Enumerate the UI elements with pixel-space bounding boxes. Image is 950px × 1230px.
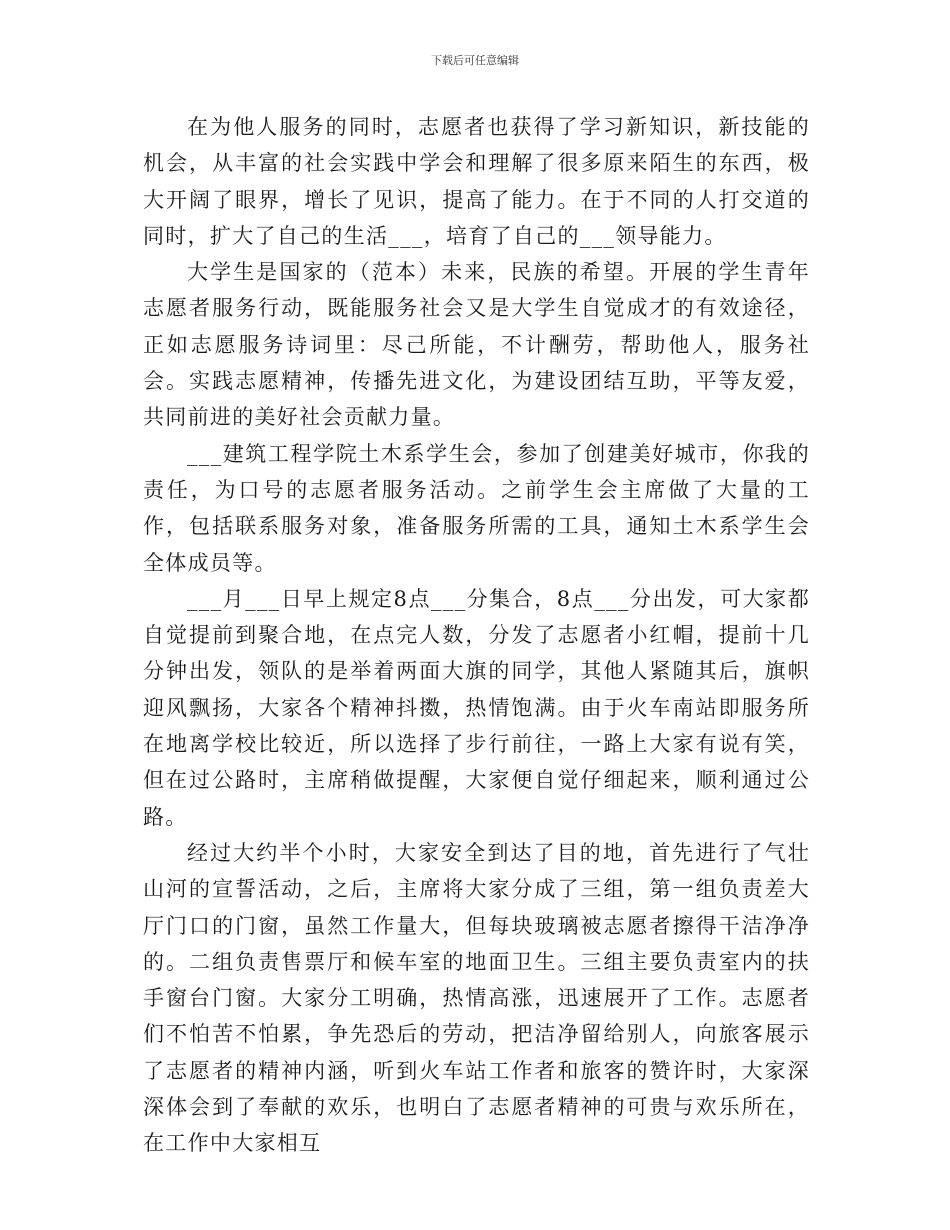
paragraph-3: ___建筑工程学院土木系学生会，参加了创建美好城市，你我的责任，为口号的志愿者服务活动。之前学生会主席做了大量的工作，包括联系服务对象，准备服务所需的工具，通知土木系学生会全体成员等。 — [143, 441, 810, 575]
paragraph-2: 大学生是国家的（范本）未来，民族的希望。开展的学生青年志愿者服务行动，既能服务社会又是大学生自觉成才的有效途径，正如志愿服务诗词里：尽己所能，不计酬劳，帮助他人，服务社会。实践志愿精神，传播先进文化，为建设团结互助，平等友爱，共同前进的美好社会贡献力量。 — [143, 260, 810, 430]
paragraph-1: 在为他人服务的同时，志愿者也获得了学习新知识，新技能的机会，从丰富的社会实践中学会和理解了很多原来陌生的东西，极大开阔了眼界，增长了见识，提高了能力。在于不同的人打交道的同时，扩大了自己的生活___，培育了自己的___领导能力。 — [143, 115, 810, 248]
page-header: 下载后可任意编辑 — [431, 54, 519, 67]
paragraph-5: 经过大约半个小时，大家安全到达了目的地，首先进行了气壮山河的宣誓活动，之后，主席将大家分成了三组，第一组负责差大厅门口的门窗，虽然工作量大，但每块玻璃被志愿者擦得干洁净净的。二组负责售票厅和候车室的地面卫生。三组主要负责室内的扶手窗台门窗。大家分工明确，热情高涨，迅速展开了工作。志愿者们不怕苦不怕累，争先恐后的劳动，把洁净留给别人，向旅客展示了志愿者的精神内涵，听到火车站工作者和旅客的赞许时，大家深深体会到了奉献的欢乐，也明白了志愿者精神的可贵与欢乐所在，在工作中大家相互 — [143, 840, 810, 1156]
document-body — [143, 109, 810, 1162]
paragraph-4: ___月___日早上规定8点___分集合，8点___分出发，可大家都自觉提前到聚合地，在点完人数，分发了志愿者小红帽，提前十几分钟出发，领队的是举着两面大旗的同学，其他人紧随其后，旗帜迎风飘扬，大家各个精神抖擞，热情饱满。由于火车南站即服务所在地离学校比较近，所以选择了步行前往，一路上大家有说有笑，但在过公路时，主席稍做提醒，大家便自觉仔细起来，顺利通过公路。 — [143, 586, 810, 829]
